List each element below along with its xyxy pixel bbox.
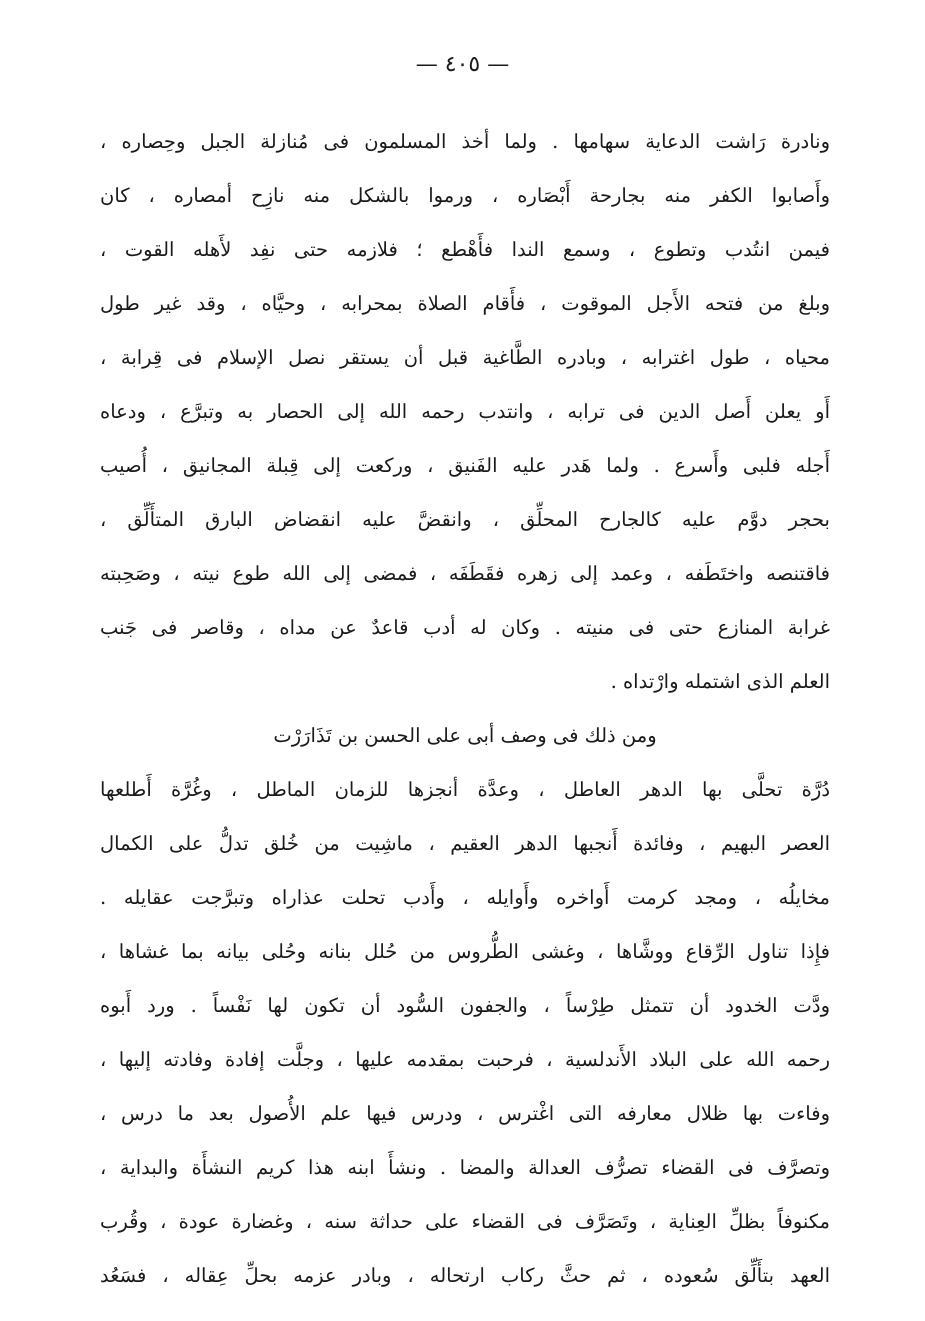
text-line: مخايلُه ، ومجد كرمت أَواخره وأَوايله ، وأَدب تحلت عذاراه وتبرَّجت عقايله . xyxy=(100,886,830,909)
text-line: وتصرَّف فى القضاء تصرُّف العدالة والمضا . ونشأَ ابنه هذا كريم النشأَة والبداية ، xyxy=(100,1156,830,1179)
text-line: العهد بتأَلِّق سُعوده ، ثم حثَّ ركاب ارتحاله ، وبادر عزمه بحلِّ عِقاله ، فسَعُد xyxy=(100,1264,830,1287)
paragraph-1 xyxy=(100,115,830,709)
text-line: رحمه الله على البلاد الأَندلسية ، فرحبت بمقدمه عليها ، وجلَّت إفادة وفادته إليها ، xyxy=(100,1048,830,1071)
text-line: أَجله فلبى وأَسرع . ولما هَدر عليه الفَنيق ، وركعت إلى قِبلة المجانيق ، أُصيب xyxy=(100,454,830,477)
text-line: محياه ، طول اغترابه ، وبادره الطَّاغية قبل أن يستقر نصل الإسلام فى قِرابة ، xyxy=(100,346,830,369)
page-number: — ٤٠٥ — xyxy=(415,52,510,77)
body-text xyxy=(100,115,830,1303)
text-line: ودَّت الخدود أن تتمثل طِرْساً ، والجفون السُّود أن تكون لها نَفْساً . ورد أَبوه xyxy=(100,994,830,1017)
text-line: فاقتنصه واختَطَفه ، وعمد إلى زهره فقَطَفَه ، فمضى إلى الله طوع نيته ، وصَحِبته xyxy=(100,562,830,585)
text-line: وبلغ من فتحه الأَجل الموقوت ، فأَقام الصلاة بمحرابه ، وحيَّاه ، وقد غير طول xyxy=(100,292,830,315)
text-line: العلم الذى اشتمله وارْتداه . xyxy=(610,670,830,693)
text-line: وفاءت بها ظلال معارفه التى اغْترس ، ودرس فيها علم الأُصول بعد ما درس ، xyxy=(100,1102,830,1125)
text-line: مكنوفاً بظلِّ العِناية ، وتَصَرَّف فى القضاء على حداثة سنه ، وغضارة عودة ، وقُرب xyxy=(100,1210,830,1233)
section-heading: ومن ذلك فى وصف أبى على الحسن بن تَذَارَرْت xyxy=(273,724,657,747)
text-line: العصر البهيم ، وفائدة أَنجبها الدهر العقيم ، ماشِيت من خُلق تدلُّ على الكمال xyxy=(100,832,830,855)
text-line: أَو يعلن أَصل الدين فى ترابه ، وانتدب رحمه الله إلى الحصار به وتبرَّع ، ودعاه xyxy=(100,400,830,423)
text-line: ونادرة رَاشت الدعاية سهامها . ولما أخذ المسلمون فى مُنازلة الجبل وحِصاره ، xyxy=(100,130,830,153)
text-line: غرابة المنازع حتى فى منيته . وكان له أدب قاعدٌ عن مداه ، وقاصر فى جَنب xyxy=(100,616,830,639)
paragraph-2 xyxy=(100,763,830,1303)
text-line: وأَصابوا الكفر منه بجارحة أَبْصَاره ، ورموا بالشكل منه نازِح أمصاره ، كان xyxy=(100,184,830,207)
text-line: دُرَّة تحلَّى بها الدهر العاطل ، وعدَّة أنجزها للزمان الماطل ، وغُرَّة أَطلعها xyxy=(100,778,830,801)
text-line: فإِذا تناول الرِّقاع ووشَّاها ، وغشى الطُّروس من حُلل بنانه وحُلى بيانه بما غشاها ، xyxy=(100,940,830,963)
text-line: بحجر دوَّم عليه كالجارح المحلِّق ، وانقضَّ عليه انقضاض البارق المتأَلِّق ، xyxy=(100,508,830,531)
text-line: فيمن انتُدب وتطوع ، وسمع الندا فأَهْطع ؛ فلازمه حتى نفِد لأَهله القوت ، xyxy=(100,238,830,261)
